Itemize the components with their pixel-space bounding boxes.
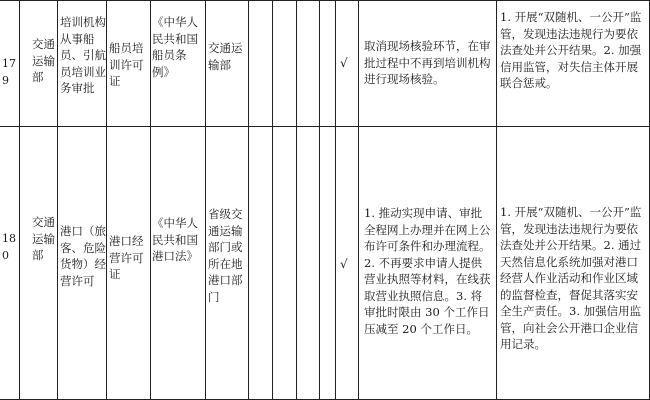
grid-line: [0, 0, 650, 1]
grid-line: [496, 0, 497, 400]
department-cell: 交通运输部: [32, 215, 55, 262]
item-name-cell: 培训机构从事船员、引航员培训业务审批: [60, 15, 106, 95]
grid-line: [272, 0, 273, 400]
department-cell: 交通运输部: [32, 37, 55, 84]
grid-line: [19, 0, 20, 400]
item-name-cell: 港口（旅客、危险货物）经营许可: [60, 224, 106, 288]
authority-cell: 省级交通运输部门或所在地港口部门: [208, 207, 243, 304]
supervision-measure-cell: 1. 开展“双随机、一公开”监管，发现违法违规行为要依法查处并公开结果。2. 通过天然信息化系统加强对港口经营人作业活动和作业区域的监督检查，督促其落实安全生产责任。3. 加强信用监管，向社会公开港口企业信用记录。: [500, 205, 642, 351]
legal-basis-cell: 《中华人民共和国港口法》: [152, 216, 198, 263]
row-number: 180: [2, 232, 16, 262]
grid-line: [319, 0, 320, 400]
legal-basis-cell: 《中华人民共和国船员条例》: [152, 15, 198, 79]
checkmark: √: [340, 56, 348, 70]
grid-line: [335, 0, 336, 400]
license-cell: 港口经营许可证: [109, 234, 144, 281]
grid-line: [358, 0, 359, 400]
authority-cell: 交通运输部: [208, 41, 243, 72]
grid-line: [205, 0, 206, 400]
row-number: 179: [2, 57, 16, 87]
grid-line: [296, 0, 297, 400]
checkmark: √: [340, 257, 348, 271]
supervision-measure-cell: 1. 开展“双随机、一公开”监管，发现违法违规行为要依法查处并公开结果。2. 加强信用监管，对失信主体开展联合惩戒。: [500, 10, 642, 90]
grid-line: [0, 126, 650, 127]
grid-line: [150, 0, 151, 400]
grid-line: [106, 0, 107, 400]
reform-measure-cell: 1. 推动实现申请、审批全程网上办理并在网上公布许可条件和办理流程。2. 不再要求申请人提供营业执照等材料，在线获取营业执照信息。3. 将审批时限由 30 个工作日压减至 20 个工作日。: [364, 206, 491, 336]
reform-measure-cell: 取消现场核验环节，在审批过程中不再到培训机构进行现场核验。: [364, 39, 491, 86]
grid-line: [248, 0, 249, 400]
license-cell: 船员培训许可证: [109, 41, 144, 88]
grid-line: [57, 0, 58, 400]
